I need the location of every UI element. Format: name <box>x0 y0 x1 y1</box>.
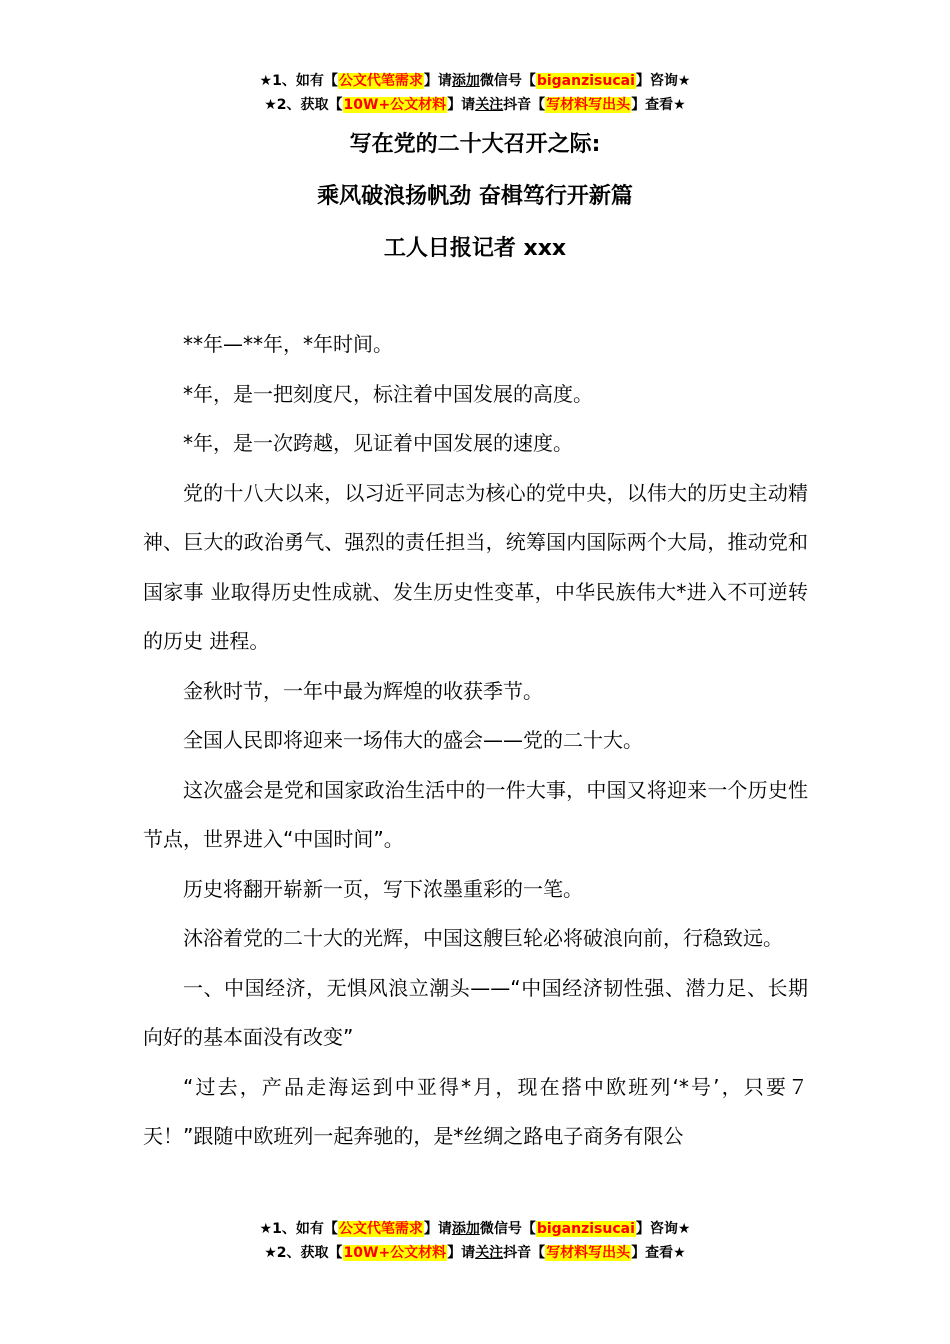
promo-text: 】请 <box>423 1221 452 1237</box>
promo-text: 】请 <box>447 1245 476 1261</box>
promo-highlight: biganzisucai <box>536 1221 635 1237</box>
promo-text: 微信号【 <box>479 73 536 89</box>
promo-text: 抖音【 <box>503 1245 546 1261</box>
promo-top-line-2 <box>0 94 950 116</box>
promo-text: 】请 <box>447 97 476 113</box>
promo-highlight: biganzisucai <box>536 73 635 89</box>
promo-text: 】请 <box>423 73 452 89</box>
paragraph: 党的十八大以来，以习近平同志为核心的党中央，以伟大的历史主动精神、巨大的政治勇气、强烈的责任担当，统筹国内国际两个大局，推动党和国家事 业取得历史性成就、发生历史性变革，中华民族伟大*进入不可逆转的历史 进程。 <box>143 480 808 653</box>
promo-text: ★1、如有【 <box>259 1221 338 1237</box>
paragraph: *年，是一把刻度尺，标注着中国发展的高度。 <box>183 381 593 406</box>
article-body <box>143 320 808 1162</box>
promo-text: 】查看★ <box>631 97 686 113</box>
promo-highlight: 10W+公文材料 <box>343 1245 447 1261</box>
promo-underlined: 关注 <box>475 97 504 113</box>
promo-text: ★2、获取【 <box>264 97 343 113</box>
paragraph: 一、中国经济，无惧风浪立潮头——“中国经济韧性强、潜力足、长期向好的基本面没有改变” <box>143 975 808 1049</box>
promo-top-line-1 <box>0 70 950 92</box>
promo-text: 微信号【 <box>479 1221 536 1237</box>
promo-highlight: 写材料写出头 <box>546 97 631 113</box>
promo-text: 】咨询★ <box>635 73 691 89</box>
paragraph: 金秋时节，一年中最为辉煌的收获季节。 <box>183 678 543 703</box>
promo-underlined: 添加 <box>451 73 480 89</box>
paragraph: 历史将翻开崭新一页，写下浓墨重彩的一笔。 <box>183 876 583 901</box>
paragraph: *年，是一次跨越，见证着中国发展的速度。 <box>183 431 573 455</box>
promo-highlight: 10W+公文材料 <box>343 97 447 113</box>
promo-text: 抖音【 <box>503 97 546 113</box>
promo-text: 】咨询★ <box>635 1221 691 1237</box>
article-byline: 工人日报记者 xxx <box>383 236 567 261</box>
promo-underlined: 关注 <box>475 1245 504 1261</box>
promo-highlight: 公文代笔需求 <box>338 1221 423 1237</box>
paragraph: 全国人民即将迎来一场伟大的盛会——党的二十大。 <box>183 728 643 752</box>
paragraph: **年—**年，*年时间。 <box>183 332 393 356</box>
paragraph: 沐浴着党的二十大的光辉，中国这艘巨轮必将破浪向前，行稳致远。 <box>183 926 783 950</box>
article-title-block <box>0 128 950 284</box>
paragraph: 这次盛会是党和国家政治生活中的一件大事，中国又将迎来一个历史性节点，世界进入“中国时间”。 <box>143 777 808 851</box>
article-title-line-1: 写在党的二十大召开之际: <box>349 132 601 157</box>
article-title-line-2: 乘风破浪扬帆劲 奋楫笃行开新篇 <box>317 184 633 209</box>
promo-text: ★2、获取【 <box>264 1245 343 1261</box>
promo-highlight: 写材料写出头 <box>546 1245 631 1261</box>
paragraph: “过去，产品走海运到中亚得*月，现在搭中欧班列‘*号’，只要７天！”跟随中欧班列一起奔驰的，是*丝绸之路电子商务有限公 <box>143 1074 808 1148</box>
promo-highlight: 公文代笔需求 <box>338 73 423 89</box>
promo-bottom-line-2 <box>0 1242 950 1264</box>
promo-text: ★1、如有【 <box>259 73 338 89</box>
promo-underlined: 添加 <box>451 1221 480 1237</box>
promo-bottom-line-1 <box>0 1218 950 1240</box>
promo-text: 】查看★ <box>631 1245 686 1261</box>
